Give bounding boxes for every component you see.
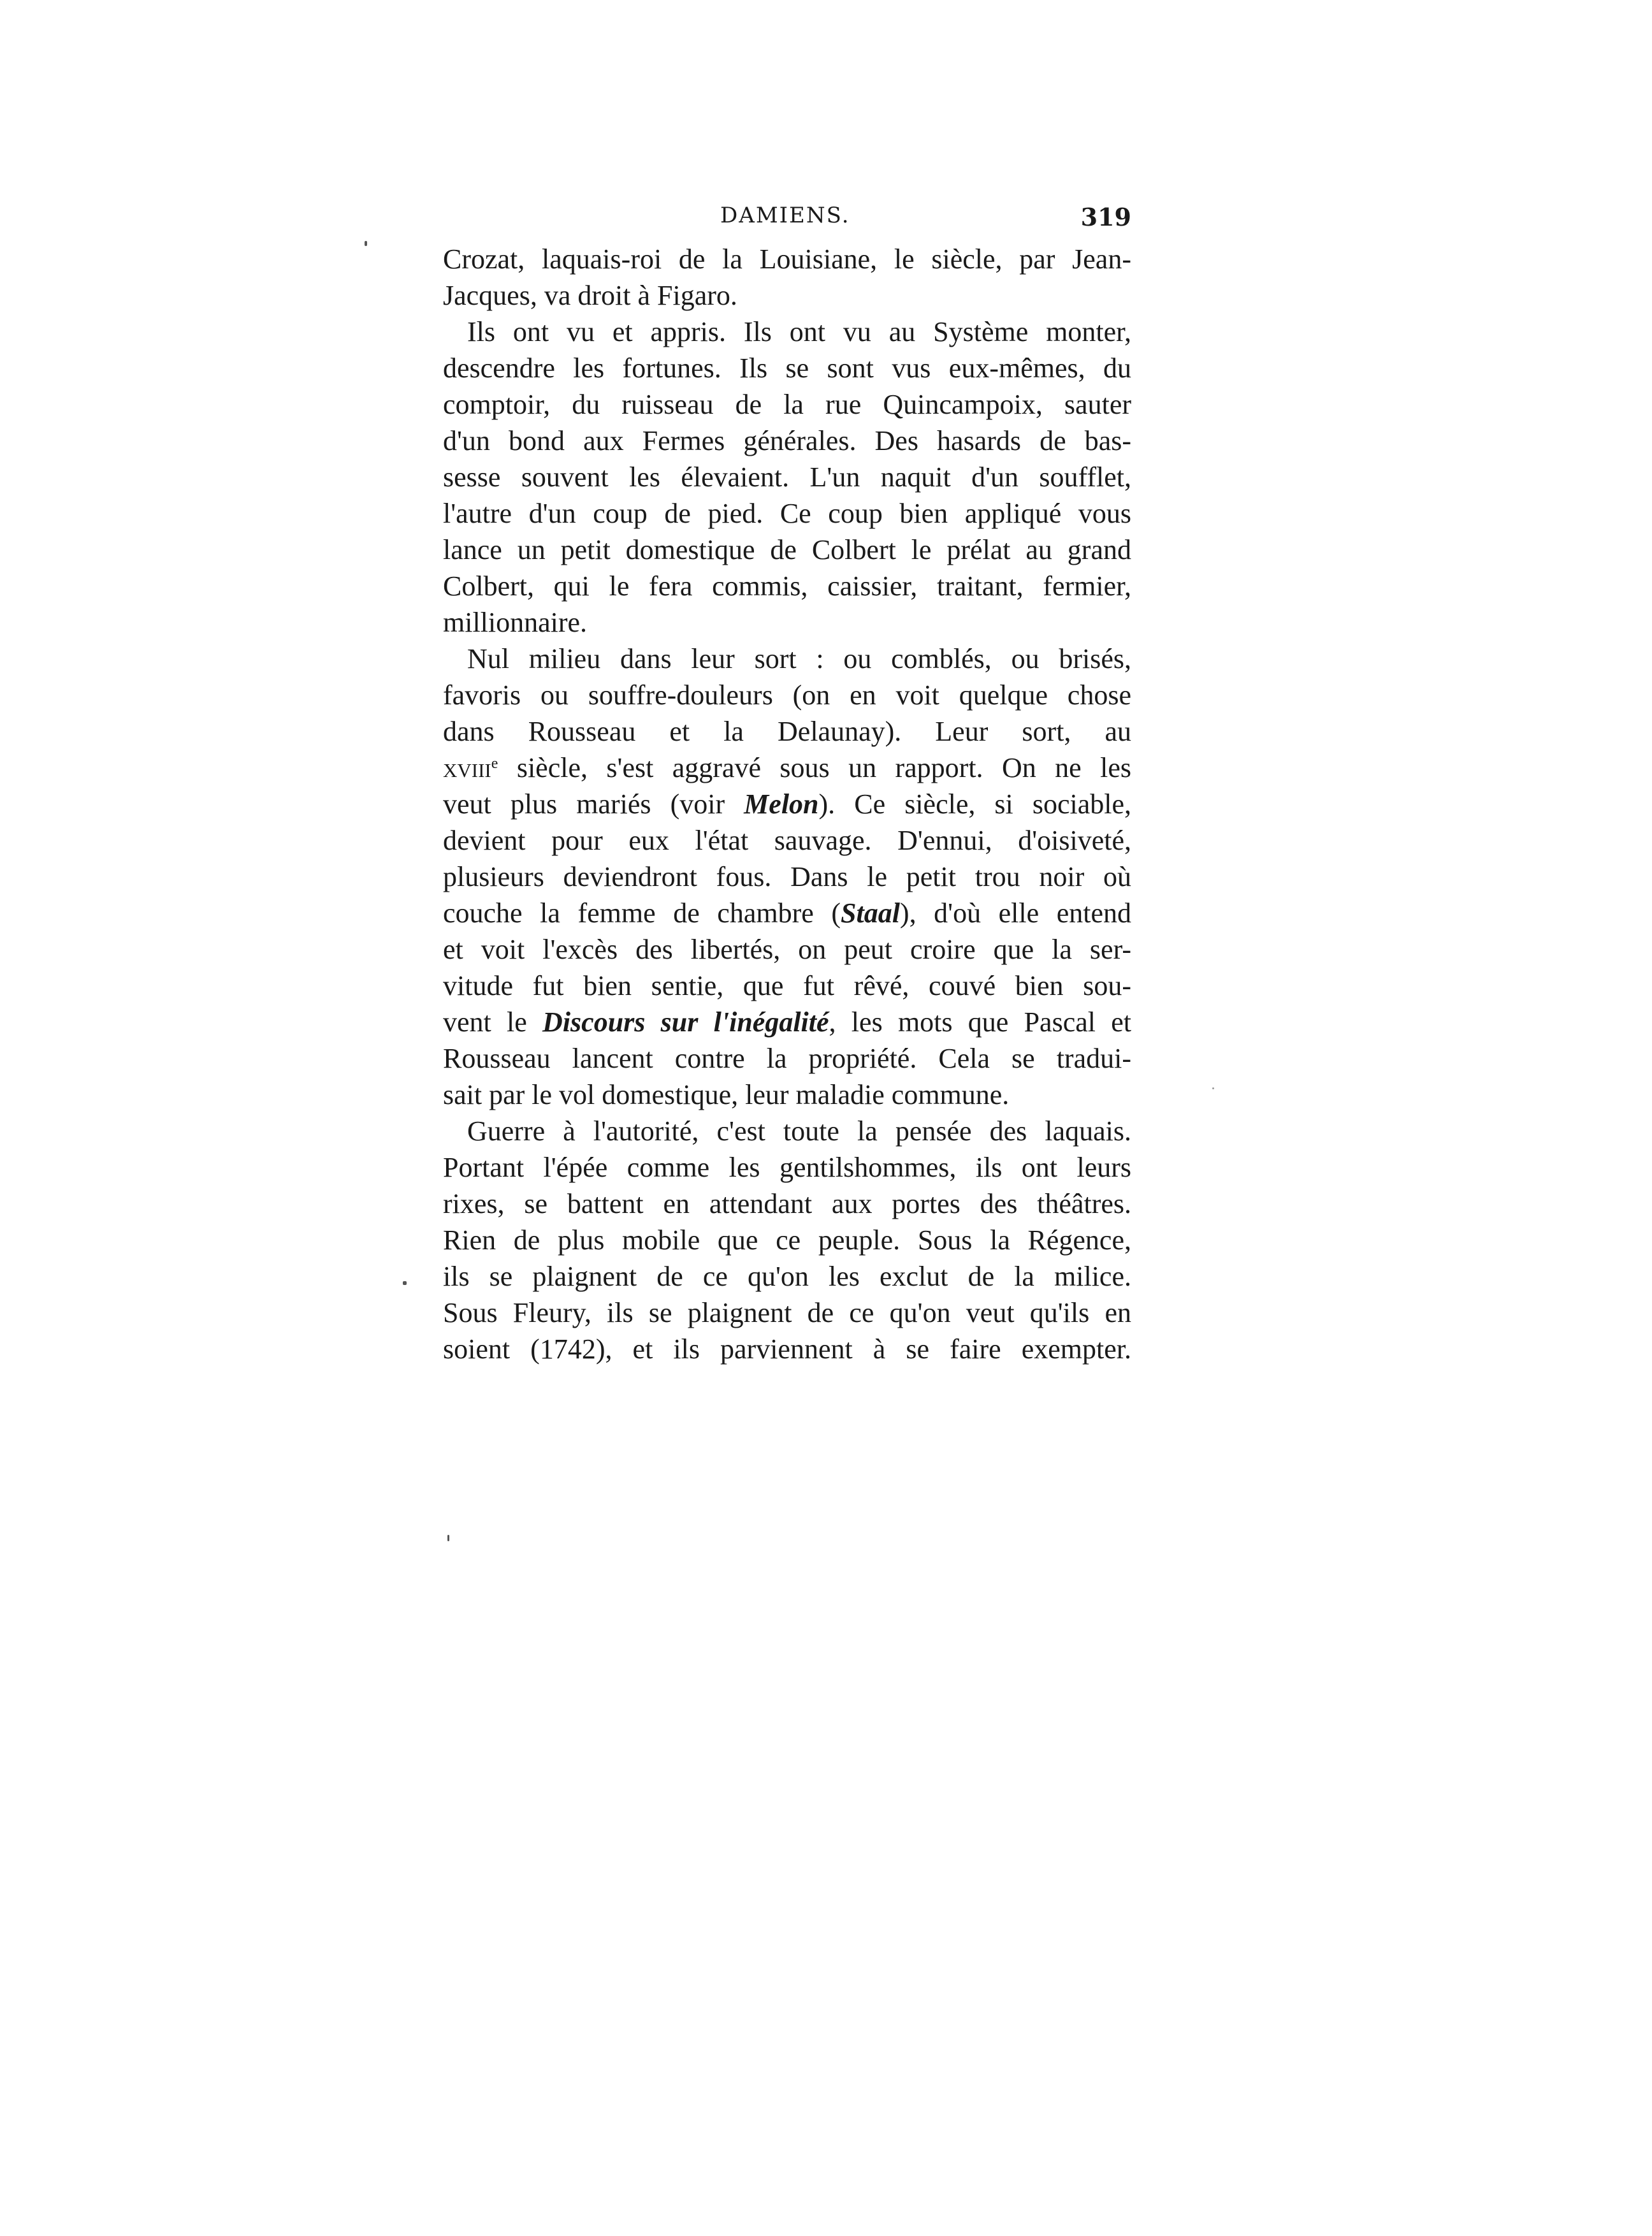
text-line: ils se plaignent de ce qu'on les exclut de la milice. [443,1261,1131,1292]
text-line: d'un bond aux Fermes générales. Des hasards de bas- [443,425,1131,456]
paragraph-3 [443,641,1131,1113]
text-fragment: , les mots que Pascal et [829,1006,1132,1038]
text-line: favoris ou souffre-douleurs (on en voit quelque chose [443,679,1131,711]
text-line: soient (1742), et ils parviennent à se faire exempter. [443,1333,1131,1365]
century-numeral: xviii [443,752,491,783]
melon-reference: Melon [744,788,819,820]
text-line-melon [443,786,1131,822]
paragraph-4 [443,1113,1131,1367]
page-number: 319 [1080,203,1131,231]
text-line: dans Rousseau et la Delaunay). Leur sort, au [443,716,1131,747]
text-line: millionnaire. [443,607,588,638]
paragraph-2 [443,314,1131,641]
text-line: vitude fut bien sentie, que fut rêvé, couvé bien sou- [443,970,1131,1001]
text-line: Sous Fleury, ils se plaignent de ce qu'on veut qu'ils en [443,1297,1131,1328]
text-line: Guerre à l'autorité, c'est toute la pensée des laquais. [467,1115,1131,1147]
scan-speck [403,1281,407,1285]
century-suffix: e [491,755,498,772]
text-line-staal [443,895,1131,931]
text-line: Rousseau lancent contre la propriété. Cela se tradui- [443,1043,1131,1074]
text-line: sesse souvent les élevaient. L'un naquit d'un soufflet, [443,461,1131,493]
text-line: devient pour eux l'état sauvage. D'ennui, d'oisiveté, [443,825,1131,856]
text-line-discours [443,1004,1131,1040]
staal-reference: Staal [841,897,900,929]
text-line: Colbert, qui le fera commis, caissier, traitant, fermier, [443,570,1131,602]
text-fragment: siècle, s'est aggravé sous un rapport. On ne les [516,752,1131,783]
running-title: DAMIENS. [720,203,850,228]
text-line: lance un petit domestique de Colbert le prélat au grand [443,534,1131,565]
text-line: Rien de plus mobile que ce peuple. Sous la Régence, [443,1224,1131,1256]
text-line-century [443,750,1131,786]
body-text [443,241,1131,1367]
text-line: rixes, se battent en attendant aux portes des théâtres. [443,1188,1131,1219]
text-line: plusieurs deviendront fous. Dans le petit trou noir où [443,861,1131,892]
scan-speck [447,1535,449,1541]
text-line: Jacques, va droit à Figaro. [443,280,737,311]
text-line: Ils ont vu et appris. Ils ont vu au Système monter, [467,316,1131,347]
scan-speck [365,241,367,246]
discours-title: Discours sur l'inégalité [542,1006,829,1038]
text-line: et voit l'excès des libertés, on peut croire que la ser- [443,934,1131,965]
text-fragment: couche la femme de chambre ( [443,897,841,929]
text-line: descendre les fortunes. Ils se sont vus eux-mêmes, du [443,352,1131,384]
text-fragment: ). Ce siècle, si sociable, [818,788,1131,820]
text-line: Nul milieu dans leur sort : ou comblés, ou brisés, [467,643,1131,674]
text-line: sait par le vol domestique, leur maladie commune. [443,1079,1010,1110]
text-line: Portant l'épée comme les gentilshommes, ils ont leurs [443,1152,1131,1183]
text-fragment: ), d'où elle entend [899,897,1131,929]
paragraph-1 [443,241,1131,314]
text-fragment: vent le [443,1006,543,1038]
text-line: Crozat, laquais-roi de la Louisiane, le siècle, par Jean- [443,243,1131,275]
text-fragment: veut plus mariés (voir [443,788,744,820]
text-line: comptoir, du ruisseau de la rue Quincampoix, sauter [443,389,1131,420]
running-head [443,203,1131,241]
text-line: l'autre d'un coup de pied. Ce coup bien appliqué vous [443,498,1131,529]
scan-speck [1212,1087,1214,1089]
